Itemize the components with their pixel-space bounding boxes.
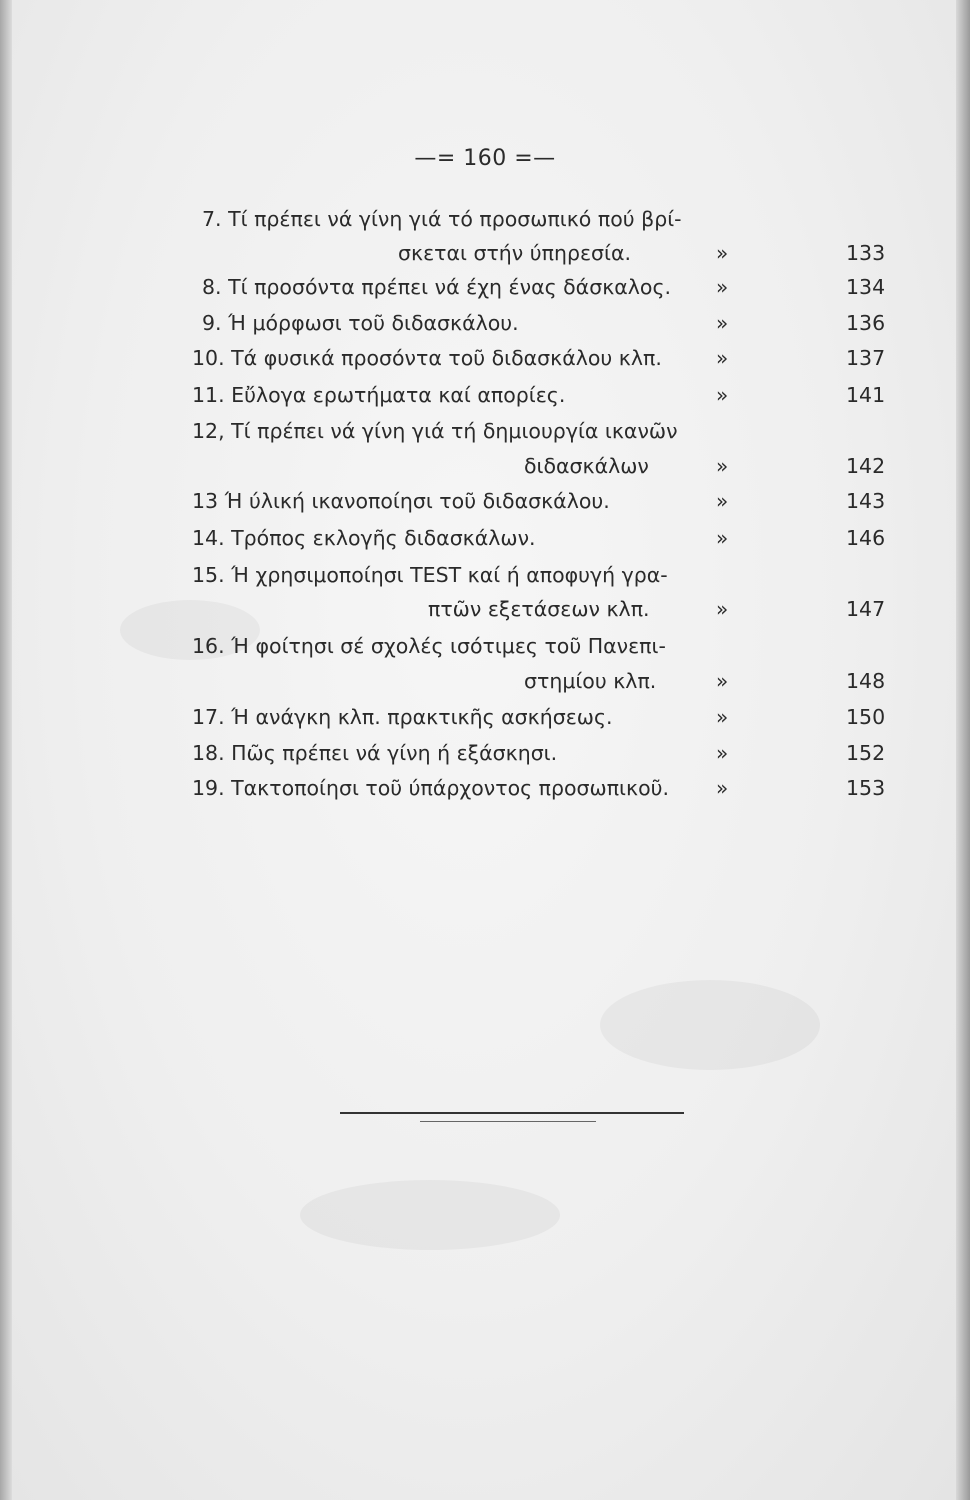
entry-number: 16. — [192, 634, 225, 658]
toc-entry-11 — [192, 382, 565, 408]
entry-page: 137 — [846, 346, 886, 370]
toc-entry-12 — [192, 418, 678, 444]
toc-entry-7 — [202, 206, 682, 232]
entry-number: 14. — [192, 526, 225, 550]
ditto-mark: » — [716, 669, 729, 693]
entry-title-continued: στημίου κλπ. — [524, 669, 657, 693]
end-rule — [340, 1112, 684, 1114]
entry-title: Ή ύλική ικανοποίησι τοῦ διδασκάλου. — [224, 489, 610, 513]
entry-page: 150 — [846, 705, 886, 729]
entry-title-continued: πτῶν εξετάσεων κλπ. — [428, 597, 650, 621]
entry-page: 136 — [846, 311, 886, 335]
ditto-mark: » — [716, 526, 729, 550]
ditto-mark: » — [716, 454, 729, 478]
ditto-mark: » — [716, 776, 729, 800]
toc-entry-9 — [202, 310, 519, 336]
entry-number: 9. — [202, 311, 222, 335]
ditto-mark: » — [716, 597, 729, 621]
entry-page: 148 — [846, 669, 886, 693]
entry-title: Ή χρησιμοποίησι TEST καί ή αποφυγή γρα- — [231, 563, 668, 587]
toc-entry-17 — [192, 704, 613, 730]
entry-title-continued: διδασκάλων — [524, 454, 649, 478]
entry-title: Εὔλογα ερωτήματα καί απορίες. — [231, 383, 566, 407]
paper-stain — [300, 1180, 560, 1250]
entry-title: Ή ανάγκη κλπ. πρακτικῆς ασκήσεως. — [231, 705, 613, 729]
entry-number: 7. — [202, 207, 222, 231]
toc-entry-19 — [192, 775, 669, 801]
toc-entry-18 — [192, 740, 557, 766]
entry-number: 10. — [192, 346, 225, 370]
entry-title: Τί πρέπει νά γίνη γιά τό προσωπικό πού βρί- — [228, 207, 682, 231]
entry-title: Πῶς πρέπει νά γίνη ή εξάσκησι. — [231, 741, 558, 765]
entry-number: 11. — [192, 383, 225, 407]
ditto-mark: » — [716, 489, 729, 513]
entry-title: Τί προσόντα πρέπει νά έχη ένας δάσκαλος. — [228, 275, 672, 299]
entry-number: 8. — [202, 275, 222, 299]
ditto-mark: » — [716, 741, 729, 765]
entry-page: 146 — [846, 526, 886, 550]
toc-entry-13 — [192, 488, 610, 514]
entry-number: 17. — [192, 705, 225, 729]
toc-entry-10 — [192, 345, 662, 371]
entry-number: 13 — [192, 489, 219, 513]
entry-title: Τά φυσικά προσόντα τοῦ διδασκάλου κλπ. — [231, 346, 662, 370]
ditto-mark: » — [716, 311, 729, 335]
entry-title: Τακτοποίησι τοῦ ύπάρχοντος προσωπικοῦ. — [231, 776, 669, 800]
entry-title-continued: σκεται στήν ύπηρεσία. — [398, 241, 632, 265]
entry-title: Τρόπος εκλογῆς διδασκάλων. — [231, 526, 536, 550]
entry-title: Τί πρέπει νά γίνη γιά τή δημιουργία ικανῶν — [231, 419, 678, 443]
entry-number: 19. — [192, 776, 225, 800]
paper-stain — [600, 980, 820, 1070]
entry-number: 15. — [192, 563, 225, 587]
entry-page: 142 — [846, 454, 886, 478]
ditto-mark: » — [716, 275, 729, 299]
page-number: —= 160 =— — [414, 146, 556, 171]
entry-number: 12, — [192, 419, 225, 443]
ditto-mark: » — [716, 383, 729, 407]
toc-entry-15 — [192, 562, 668, 588]
entry-number: 18. — [192, 741, 225, 765]
entry-page: 143 — [846, 489, 886, 513]
entry-page: 134 — [846, 275, 886, 299]
entry-page: 141 — [846, 383, 886, 407]
entry-title: Ή φοίτησι σέ σχολές ισότιμες τοῦ Πανεπι- — [231, 634, 666, 658]
entry-title: Ή μόρφωσι τοῦ διδασκάλου. — [228, 311, 519, 335]
toc-entry-8 — [202, 274, 671, 300]
ditto-mark: » — [716, 346, 729, 370]
ditto-mark: » — [716, 241, 729, 265]
ditto-mark: » — [716, 705, 729, 729]
entry-page: 152 — [846, 741, 886, 765]
entry-page: 147 — [846, 597, 886, 621]
end-rule-short — [420, 1121, 596, 1122]
entry-page: 153 — [846, 776, 886, 800]
toc-entry-14 — [192, 525, 536, 551]
entry-page: 133 — [846, 241, 886, 265]
toc-entry-16 — [192, 633, 666, 659]
